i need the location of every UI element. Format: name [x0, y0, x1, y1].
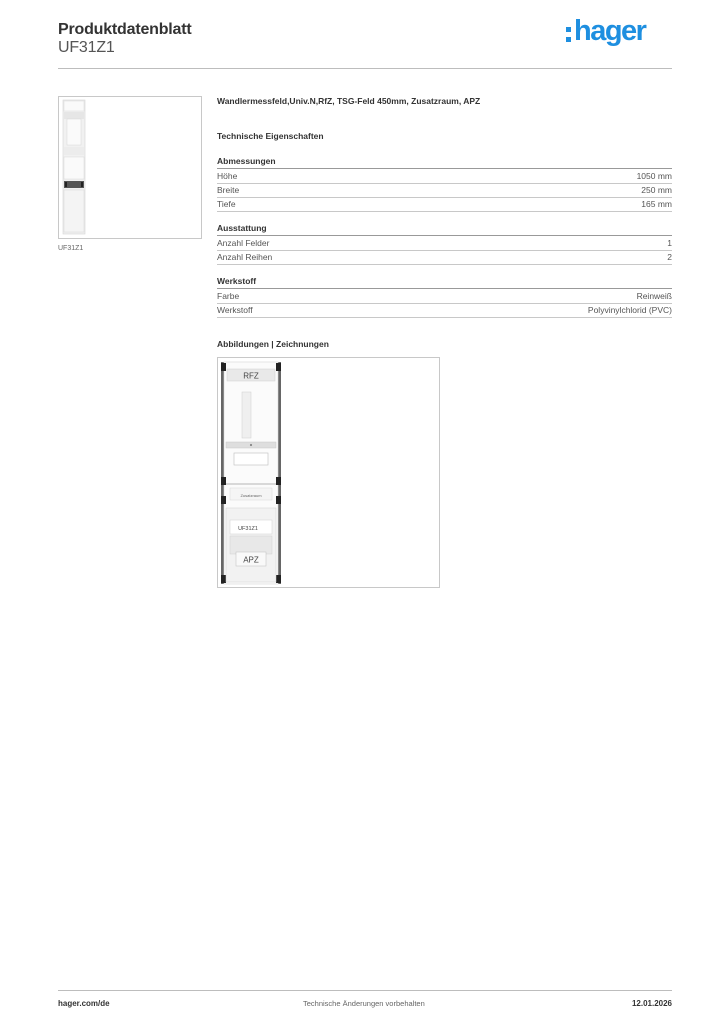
footer-date: 12.01.2026 [631, 999, 672, 1008]
drawing-label-top: RFZ [243, 371, 259, 381]
property-row [217, 290, 672, 304]
property-value: 165 mm [641, 199, 672, 209]
logo-dots-icon [566, 27, 572, 43]
group-title-material: Werkstoff [217, 276, 672, 289]
document-title: Produktdatenblatt [58, 21, 192, 38]
property-row [217, 304, 672, 318]
property-value: 1 [667, 238, 672, 248]
footer-website: hager.com/de [58, 999, 110, 1008]
footer-divider [58, 990, 672, 991]
header-divider [58, 68, 672, 69]
group-title-dimensions: Abmessungen [217, 156, 672, 169]
group-title-equipment: Ausstattung [217, 223, 672, 236]
property-label: Breite [217, 185, 240, 195]
property-label: Werkstoff [217, 305, 253, 315]
product-image [58, 96, 202, 239]
property-value: Reinweiß [636, 291, 672, 301]
property-label: Anzahl Felder [217, 238, 270, 248]
property-value: 1050 mm [636, 171, 672, 181]
section-heading-drawings: Abbildungen | Zeichnungen [217, 339, 329, 349]
drawing-label-product: UF31Z1 [238, 526, 258, 532]
product-description: Wandlermessfeld,Univ.N,RfZ, TSG-Feld 450mm, Zusatzraum, APZ [217, 96, 481, 106]
product-code: UF31Z1 [58, 39, 115, 56]
property-row [217, 251, 672, 265]
property-row [217, 170, 672, 184]
drawing-label-bottom: APZ [243, 555, 259, 565]
property-label: Höhe [217, 171, 238, 181]
technical-drawing [217, 357, 440, 588]
property-label: Anzahl Reihen [217, 252, 273, 262]
property-row [217, 198, 672, 212]
image-caption: UF31Z1 [58, 245, 84, 252]
footer-note: Technische Änderungen vorbehalten [303, 999, 425, 1008]
hager-logo [566, 14, 658, 50]
property-label: Farbe [217, 291, 240, 301]
cabinet-thumbnail-icon [59, 97, 201, 238]
property-value: 2 [667, 252, 672, 262]
property-row [217, 237, 672, 251]
property-value: 250 mm [641, 185, 672, 195]
section-heading-properties: Technische Eigenschaften [217, 131, 324, 141]
drawing-label-middle: Zusatzraum [240, 493, 262, 498]
property-row [217, 184, 672, 198]
cabinet-drawing-icon [218, 358, 439, 587]
logo-text: hager [574, 15, 646, 47]
property-label: Tiefe [217, 199, 236, 209]
property-value: Polyvinylchlorid (PVC) [587, 305, 672, 315]
